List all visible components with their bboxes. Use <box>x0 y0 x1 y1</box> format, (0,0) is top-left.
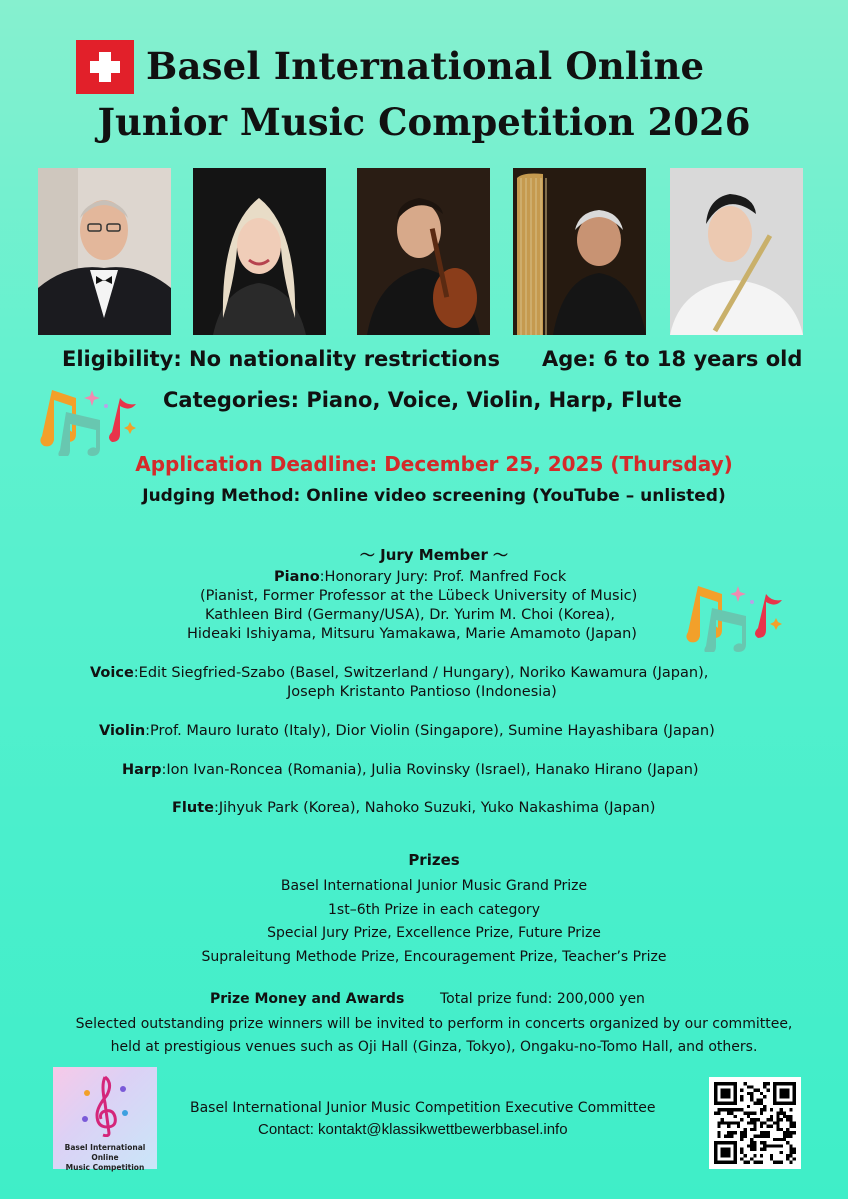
harp-label: Harp <box>122 762 162 778</box>
jury-flute-line: Flute:Jihyuk Park (Korea), Nahoko Suzuki, Yuko Nakashima (Japan) <box>172 800 656 816</box>
contact-email[interactable]: Contact: kontakt@klassikwettbewerbbasel.info <box>258 1121 568 1138</box>
flute-label: Flute <box>172 800 214 816</box>
jury-photo-pianist-tuxedo <box>38 168 171 335</box>
title-line-1: Basel International Online <box>146 44 705 88</box>
title-line-2: Junior Music Competition 2026 <box>97 100 751 144</box>
prize-money-label: Prize Money and Awards <box>210 991 405 1007</box>
voice-label: Voice <box>90 665 134 681</box>
jury-harp-line: Harp:Ion Ivan-Roncea (Romania), Julia Rovinsky (Israel), Hanako Hirano (Japan) <box>122 762 699 778</box>
categories-text: Categories: Piano, Voice, Violin, Harp, Flute <box>163 388 682 412</box>
application-deadline: Application Deadline: December 25, 2025 (Thursday) <box>135 452 733 476</box>
invite-line-2: held at prestigious venues such as Oji Hall (Ginza, Tokyo), Ongaku-no-Tomo Hall, and others. <box>110 1039 758 1055</box>
age-text: Age: 6 to 18 years old <box>542 347 803 371</box>
treble-clef-icon <box>75 1073 135 1137</box>
prize-item: 1st–6th Prize in each category <box>328 902 540 918</box>
piano-label: Piano <box>274 569 320 585</box>
logo-text-line-2: Music Competition <box>65 1163 145 1172</box>
prizes-heading: Prizes <box>408 851 460 869</box>
jury-piano-line-4: Hideaki Ishiyama, Mitsuru Yamakawa, Marie Amamoto (Japan) <box>187 626 637 642</box>
music-notes-icon <box>680 572 790 652</box>
jury-violin-line: Violin:Prof. Mauro Iurato (Italy), Dior Violin (Singapore), Sumine Hayashibara (Japan) <box>99 723 715 739</box>
prize-item: Basel International Junior Music Grand Prize <box>280 878 588 894</box>
music-notes-icon <box>34 376 144 456</box>
prize-item: Supraleitung Methode Prize, Encouragement Prize, Teacher’s Prize <box>201 949 667 965</box>
jury-voice-line-2: Joseph Kristanto Pantioso (Indonesia) <box>287 684 557 700</box>
prize-money-value: Total prize fund: 200,000 yen <box>440 991 645 1007</box>
prize-item: Special Jury Prize, Excellence Prize, Future Prize <box>267 925 601 941</box>
eligibility-text: Eligibility: No nationality restrictions <box>62 347 500 371</box>
logo-text-line-1: Basel International Online <box>64 1143 146 1162</box>
swiss-flag-icon <box>76 40 134 94</box>
judging-method: Judging Method: Online video screening (YouTube – unlisted) <box>142 486 726 506</box>
jury-piano-line-1: Piano:Honorary Jury: Prof. Manfred Fock <box>274 569 567 585</box>
competition-logo <box>53 1067 157 1172</box>
committee-name: Basel International Junior Music Competition Executive Committee <box>190 1100 656 1116</box>
jury-photo-flutist <box>670 168 803 335</box>
jury-piano-line-3: Kathleen Bird (Germany/USA), Dr. Yurim M. Choi (Korea), <box>205 607 615 623</box>
invite-line-1: Selected outstanding prize winners will be invited to perform in concerts organized by our committee, <box>75 1016 793 1032</box>
jury-photo-blonde-woman <box>193 168 326 335</box>
jury-piano-line-2: (Pianist, Former Professor at the Lübeck University of Music) <box>200 588 638 604</box>
jury-voice-line-1: Voice:Edit Siegfried-Szabo (Basel, Switzerland / Hungary), Noriko Kawamura (Japan), <box>90 665 709 681</box>
jury-photo-harpist <box>513 168 646 335</box>
violin-label: Violin <box>99 723 146 739</box>
qr-code-icon[interactable] <box>709 1077 801 1169</box>
jury-photo-violinist <box>357 168 490 335</box>
jury-heading: 〜 Jury Member 〜 <box>359 546 509 564</box>
